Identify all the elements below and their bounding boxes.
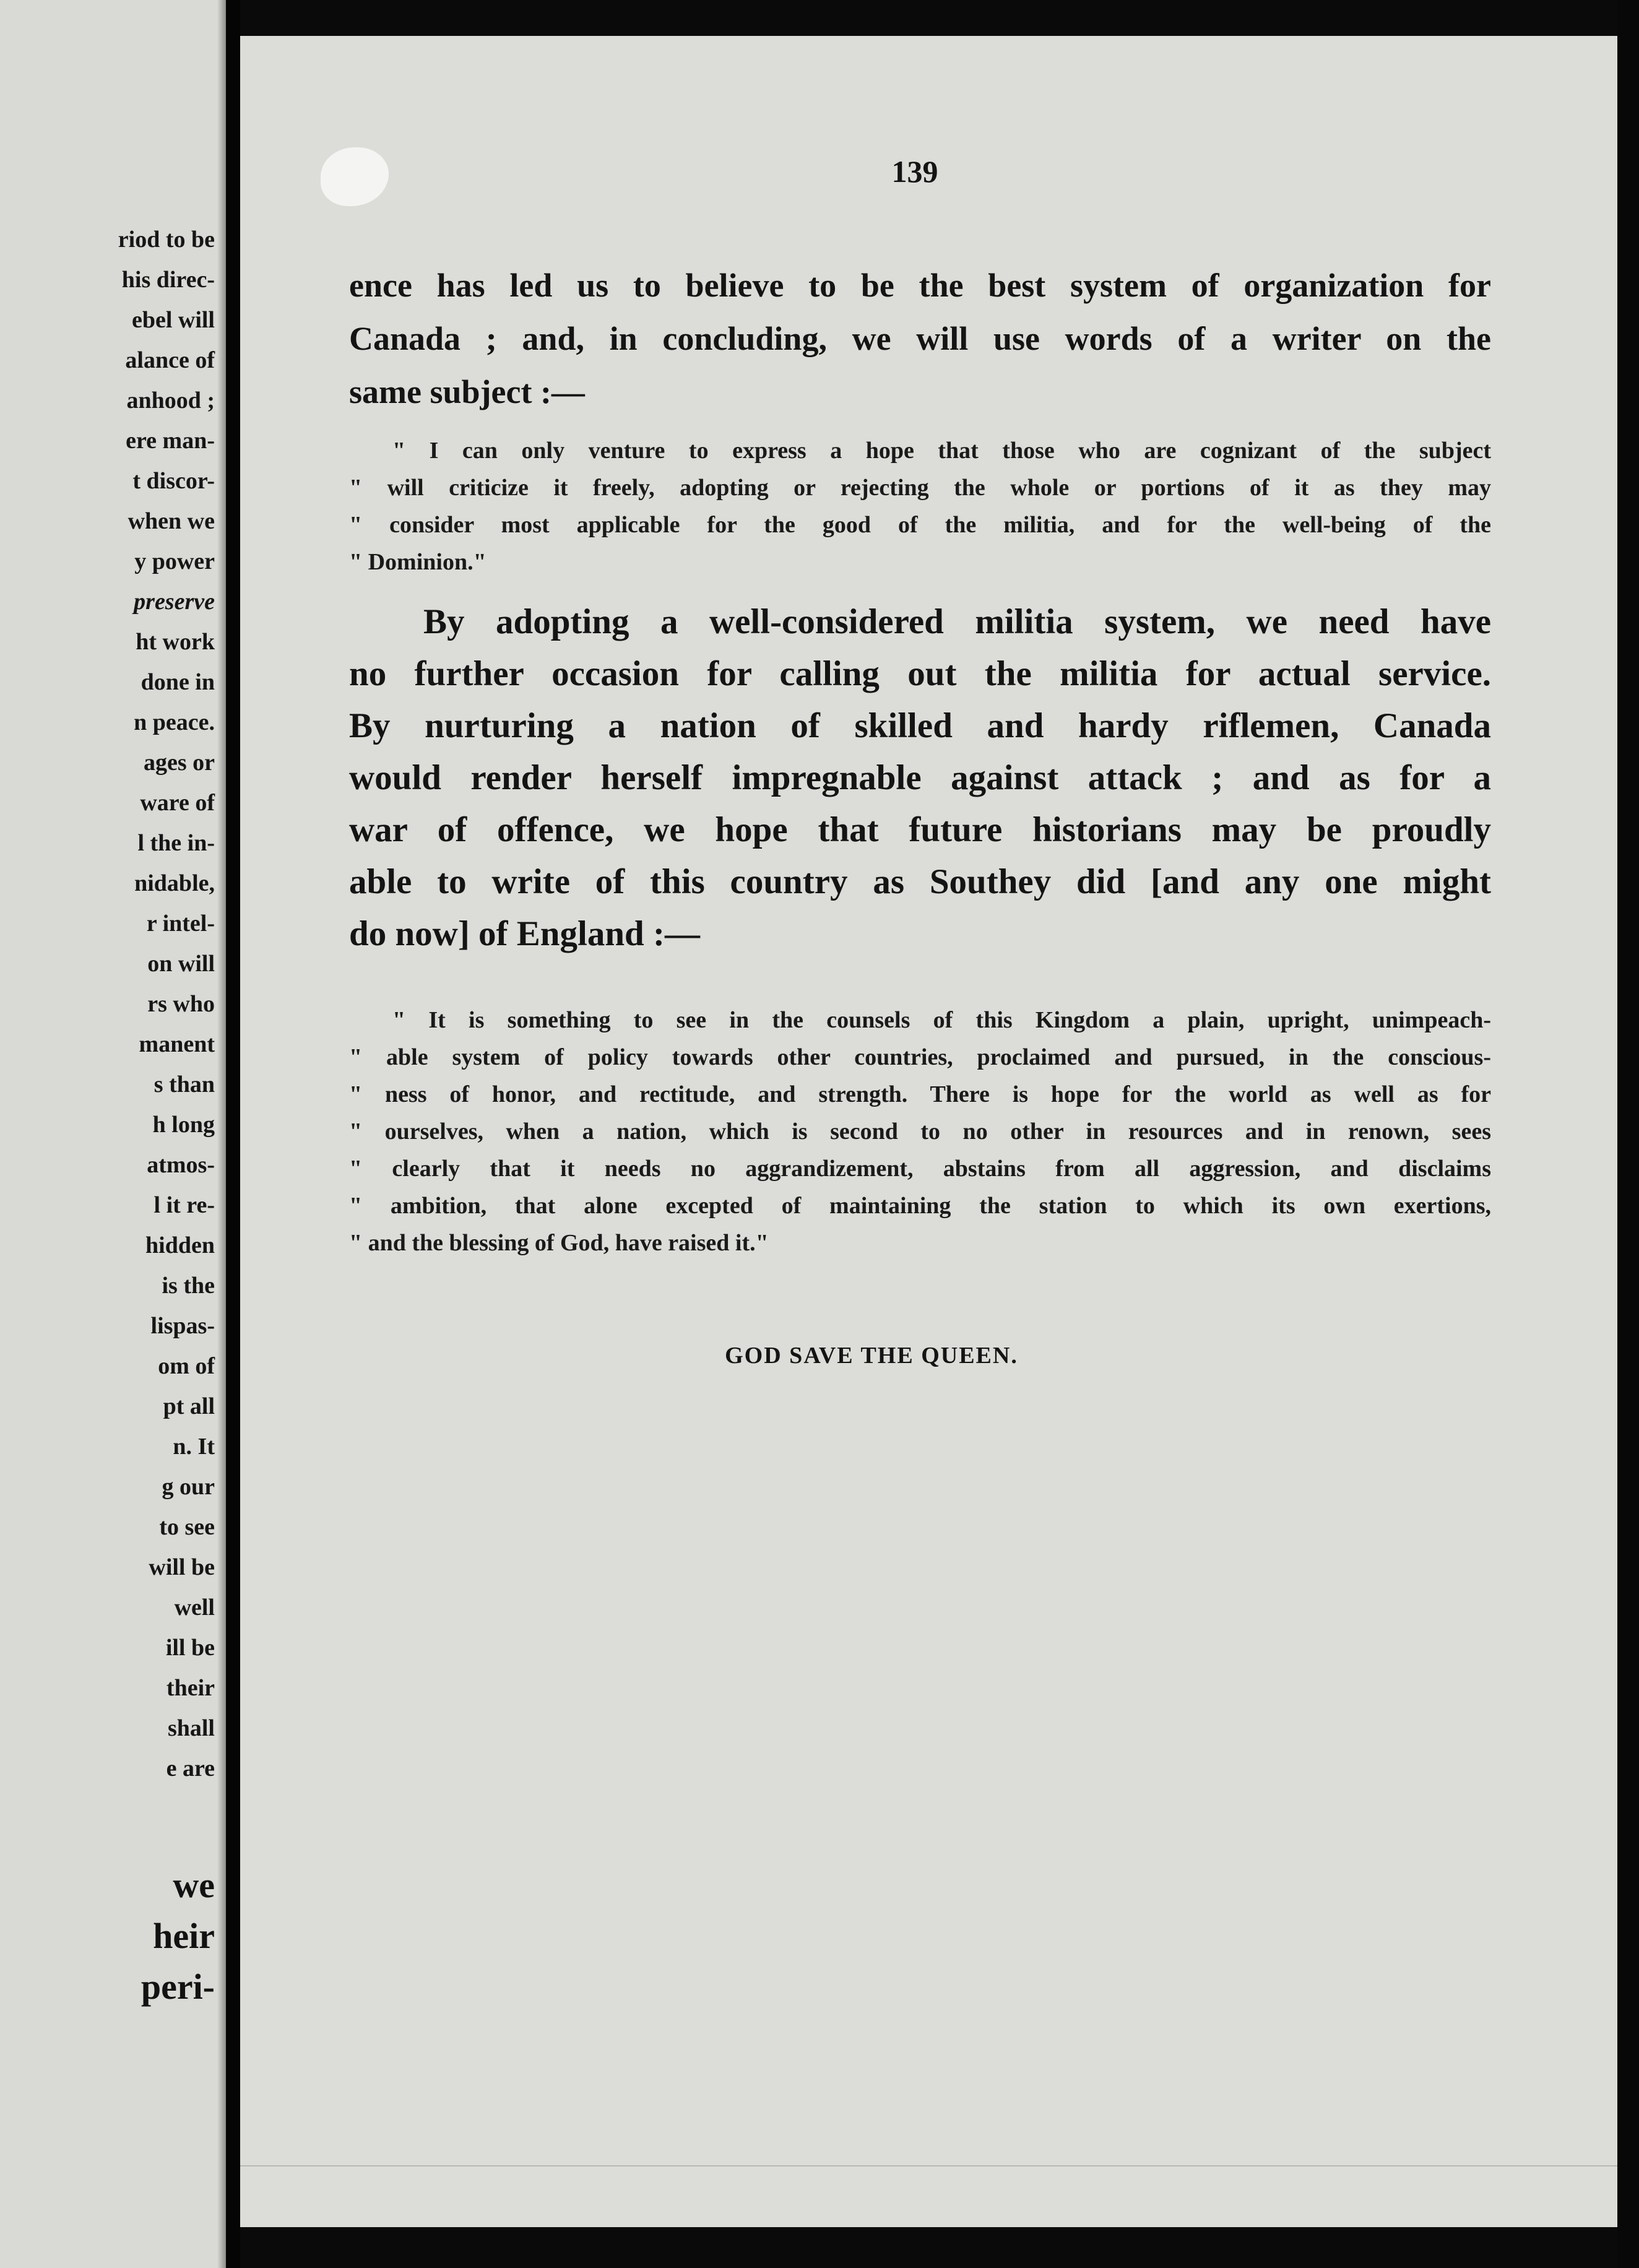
book-gutter [226,0,240,2268]
facing-page-line: e are [166,1755,215,1781]
text-line: able to write of this country as Southey did [and any one might [349,862,1491,901]
text-line: By nurturing a nation of skilled and hardy riflemen, Canada [349,706,1491,745]
facing-page-line: t discor- [132,468,215,494]
quote-line: " consider most applicable for the good of the militia, and for the well-being of the [349,512,1491,538]
facing-page-line: om of [158,1353,215,1379]
quote-line: " able system of policy towards other countries, proclaimed and pursued, in the conscious- [349,1044,1491,1070]
page-139 [240,36,1617,2227]
facing-page-line: nidable, [134,870,215,896]
quote-line: " ourselves, when a nation, which is second to no other in resources and in renown, sees [349,1119,1491,1145]
paper-blemish [321,147,389,206]
page-fold-shadow [217,0,226,2268]
block-quote-writer [349,432,1491,581]
facing-page-line: r intel- [146,911,215,937]
facing-page-line: g our [162,1474,215,1500]
facing-page-line: ebel will [131,307,215,333]
facing-page-line: hidden [145,1232,215,1258]
quote-line: " I can only venture to express a hope that those who are cognizant of the subject [392,438,1491,464]
facing-page-line: s than [154,1071,215,1097]
block-quote-southey [349,1002,1491,1262]
text-line: Canada ; and, in concluding, we will use words of a writer on the [349,320,1491,357]
facing-page-large-text [1,1860,215,2012]
quote-line: " clearly that it needs no aggrandizement, abstains from all aggression, and disclaims [349,1156,1491,1182]
facing-page-line: when we [128,508,215,534]
facing-page-line: n peace. [134,709,215,735]
scan-border [1617,0,1639,2268]
facing-page-line: will be [149,1554,215,1580]
closing-line: GOD SAVE THE QUEEN. [725,1343,1018,1369]
text-line: ence has led us to believe to be the best system of organization for [349,267,1491,304]
facing-page-line: ages or [143,750,215,776]
facing-page-line: ill be [165,1635,215,1661]
facing-page-line: pt all [163,1393,215,1419]
text-line: war of offence, we hope that future historians may be proudly [349,810,1491,849]
facing-page-line: to see [159,1514,215,1540]
facing-page-line: is the [162,1273,215,1299]
facing-page-line: heir [153,1916,215,1956]
quote-line: " and the blessing of God, have raised it." [349,1230,769,1256]
paragraph-continued [349,259,1491,418]
facing-page-line: his direc- [121,267,215,293]
facing-page-line: lispas- [150,1313,215,1339]
paragraph-militia-system [349,596,1491,960]
facing-page-text [1,220,215,1789]
facing-page-line: y power [134,548,215,574]
facing-page-line: ht work [136,629,215,655]
text-line: same subject :— [349,373,585,410]
facing-page-line: anhood ; [126,387,215,413]
facing-page-line: their [166,1675,215,1701]
quote-line: " Dominion." [349,549,487,575]
quote-line: " ness of honor, and rectitude, and strength. There is hope for the world as well as for [349,1081,1491,1107]
facing-page-line: shall [167,1715,215,1741]
facing-page-line: alance of [125,347,215,373]
quote-line: " It is something to see in the counsels of this Kingdom a plain, upright, unimpeach- [392,1007,1491,1033]
text-line: no further occasion for calling out the militia for actual service. [349,654,1491,693]
facing-page-line: riod to be [118,227,215,253]
facing-page-line: rs who [147,991,215,1017]
text-line: By adopting a well-considered militia system, we need have [423,602,1491,641]
facing-page-line: h long [152,1112,215,1138]
facing-page [0,0,226,2268]
facing-page-line: we [173,1865,215,1905]
facing-page-line: ere man- [126,428,215,454]
page-number: 139 [891,154,938,189]
quote-line: " ambition, that alone excepted of maintaining the station to which its own exertions, [349,1193,1491,1219]
facing-page-line: l the in- [137,830,215,856]
facing-page-line: on will [147,951,215,977]
facing-page-line: n. It [173,1434,215,1460]
text-line: would render herself impregnable against attack ; and as for a [349,758,1491,797]
facing-page-line: done in [141,669,215,695]
facing-page-line: well [174,1595,215,1621]
scan-artifact-line [240,2165,1617,2166]
facing-page-line: preserve [134,589,215,615]
facing-page-line: ware of [140,790,215,816]
facing-page-line: peri- [141,1967,215,2007]
facing-page-line: l it re- [154,1192,215,1218]
text-line: do now] of England :— [349,914,700,953]
facing-page-line: manent [139,1031,215,1057]
facing-page-line: atmos- [147,1152,215,1178]
quote-line: " will criticize it freely, adopting or rejecting the whole or portions of it as they may [349,475,1491,501]
